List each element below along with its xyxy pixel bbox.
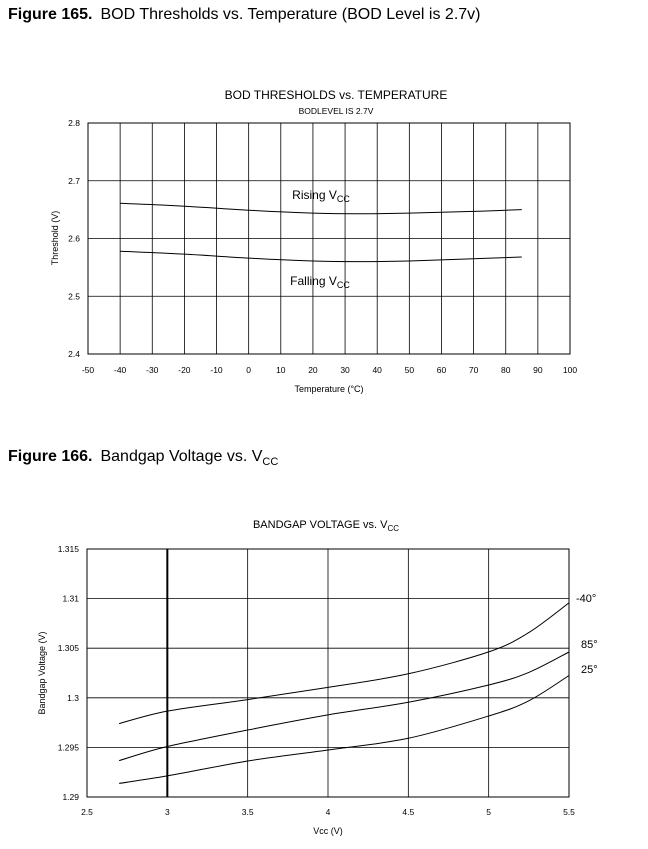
- chart2-x-axis-label: Vcc (V): [313, 826, 343, 836]
- chart2-y-tick-label: 1.3: [67, 692, 79, 703]
- chart2-title: [253, 519, 399, 533]
- chart2-series-85-line: [119, 652, 569, 761]
- chart1-x-tick-label: 50: [404, 365, 415, 375]
- chart2-x-tick-label: 4.5: [402, 807, 415, 817]
- chart1-x-tick-label: 90: [533, 365, 543, 375]
- chart2-x-tick-label: 2.5: [81, 807, 93, 817]
- figure-165-title: BOD Thresholds vs. Temperature (BOD Level is 2.7v): [100, 6, 481, 23]
- chart2-x-tick-label: 3: [164, 807, 170, 817]
- chart1-x-tick-label: -10: [210, 365, 223, 375]
- chart2-title-main: BANDGAP VOLTAGE vs. V: [252, 519, 388, 531]
- chart2-y-tick-label: 1.31: [62, 593, 79, 604]
- chart2-title-sub: CC: [387, 524, 400, 533]
- chart2-series-minus-40-label: -40°: [576, 593, 597, 605]
- chart1-subtitle: BODLEVEL IS 2.7V: [298, 106, 374, 116]
- chart1-title: BOD THRESHOLDS vs. TEMPERATURE: [224, 88, 448, 102]
- chart1-series-rising-vcc-label-sub: CC: [336, 194, 350, 204]
- chart1-x-tick-label: 70: [468, 365, 479, 375]
- figure-166-title-sub: CC: [262, 456, 279, 468]
- chart1-x-tick-label: 80: [500, 365, 511, 375]
- chart1-y-tick-label: 2.8: [68, 118, 80, 128]
- chart2-y-tick-label: 1.305: [57, 643, 79, 654]
- chart1-x-tick-label: 30: [340, 365, 350, 375]
- chart1-series-rising-vcc-label-main: Rising V: [292, 188, 337, 202]
- chart1-x-tick-label: 40: [372, 365, 382, 375]
- chart1-y-tick-label: 2.4: [68, 349, 80, 359]
- chart1-y-tick-label: 2.7: [68, 175, 80, 186]
- chart2-series-25-label: 25°: [581, 664, 598, 676]
- chart1-x-tick-label: 0: [246, 365, 252, 375]
- chart2-y-axis-label: Bandgap Voltage (V): [37, 631, 47, 715]
- chart1-y-tick-label: 2.6: [68, 233, 80, 244]
- chart1-x-tick-label: 60: [436, 365, 447, 375]
- chart1-x-tick-label: 100: [562, 365, 578, 375]
- chart1-series-falling-vcc-label-main: Falling V: [290, 274, 337, 288]
- figure-165-number: Figure 165.: [8, 6, 93, 23]
- chart1-x-tick-label: -30: [146, 365, 159, 375]
- chart1-series-falling-vcc-label-sub: CC: [336, 280, 350, 290]
- chart2-x-tick-label: 4: [325, 807, 331, 817]
- chart1-x-tick-label: -40: [113, 365, 127, 375]
- chart1-x-tick-label: -50: [81, 365, 95, 375]
- chart2-y-tick-label: 1.29: [62, 792, 79, 802]
- chart1-x-tick-label: -20: [178, 365, 191, 375]
- chart2-y-tick-label: 1.315: [57, 544, 79, 554]
- chart2-series-25-line: [119, 676, 569, 784]
- figure-166-title: Bandgap Voltage vs. V: [100, 448, 263, 465]
- chart2-series-85-label: 85°: [581, 639, 598, 651]
- chart1-y-tick-label: 2.5: [68, 291, 80, 302]
- chart1-x-tick-label: 10: [276, 365, 286, 375]
- chart2-x-tick-label: 5: [486, 807, 492, 817]
- chart1-x-tick-label: 20: [308, 365, 318, 375]
- chart2-x-tick-label: 3.5: [241, 807, 254, 817]
- figure-166-number: Figure 166.: [8, 448, 93, 465]
- chart2-x-tick-label: 5.5: [563, 807, 575, 817]
- chart1-y-axis-label: Threshold (V): [50, 210, 60, 266]
- chart2-series-minus-40-line: [119, 603, 569, 724]
- chart2-y-tick-label: 1.295: [57, 742, 79, 753]
- chart1-x-axis-label: Temperature (°C): [294, 384, 364, 394]
